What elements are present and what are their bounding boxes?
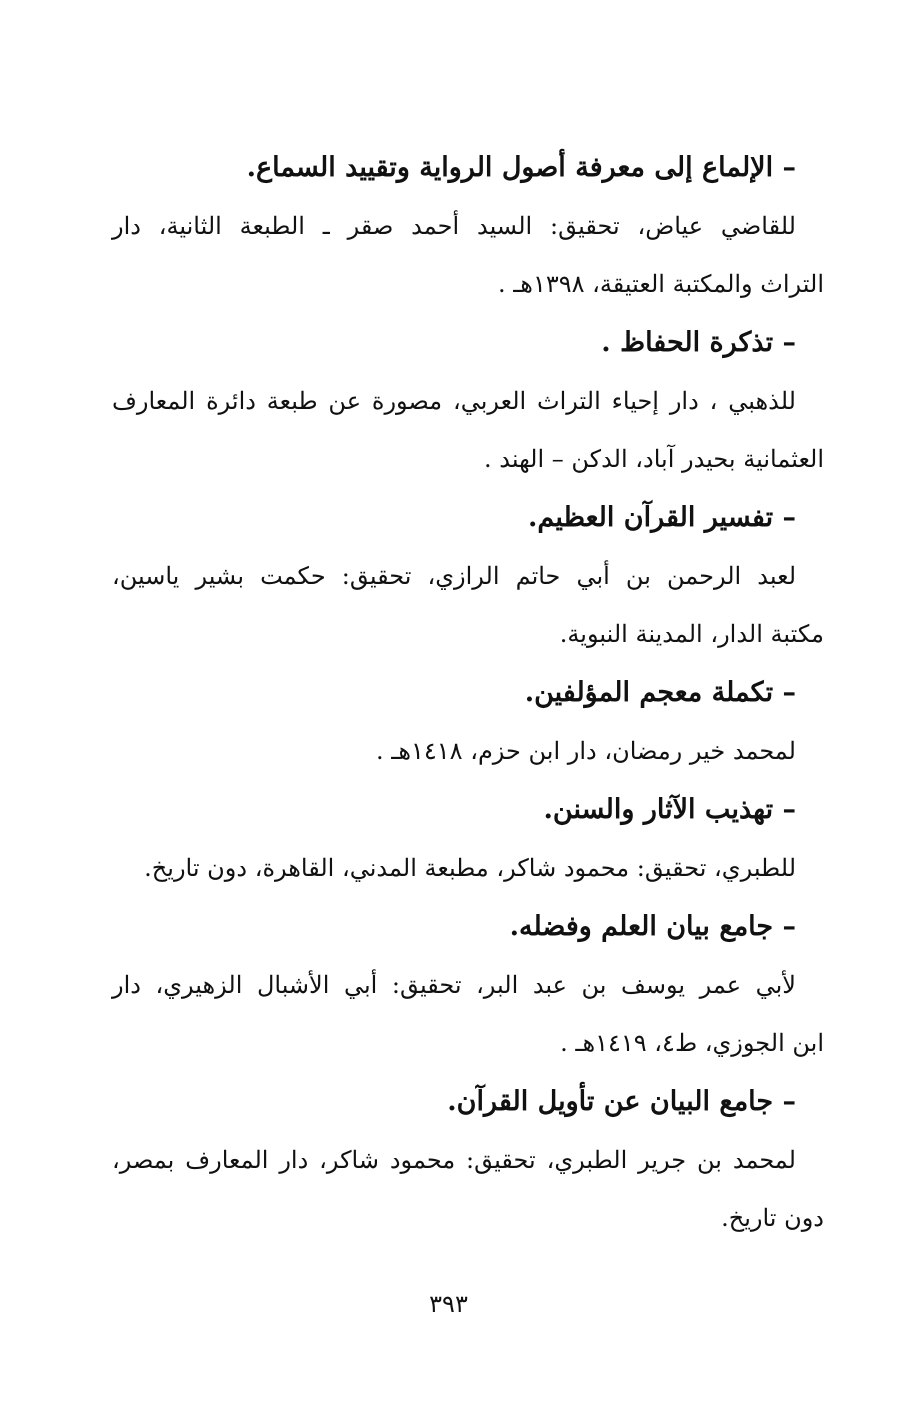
bibliography-entry — [112, 897, 824, 1072]
entry-title: – تهذيب الآثار والسنن. — [543, 794, 796, 825]
entry-line: دون تاريخ. — [721, 1204, 824, 1232]
entry-line: للذهبي ، دار إحياء التراث العربي، مصورة عن طبعة دائرة المعارف — [112, 387, 796, 415]
entry-line: لعبد الرحمن بن أبي حاتم الرازي، تحقيق: حكمت بشير ياسين، — [112, 562, 796, 590]
entry-title: – تكملة معجم المؤلفين. — [524, 677, 796, 708]
entry-title: – تفسير القرآن العظيم. — [527, 502, 796, 533]
bibliography-entry — [112, 1072, 824, 1247]
entry-line: لمحمد خير رمضان، دار ابن حزم، ١٤١٨هـ . — [376, 737, 796, 765]
entry-line: لمحمد بن جرير الطبري، تحقيق: محمود شاكر، دار المعارف بمصر، — [112, 1146, 796, 1174]
entry-title: – جامع البيان عن تأويل القرآن. — [447, 1086, 796, 1117]
entry-line: العثمانية بحيدر آباد، الدكن – الهند . — [483, 445, 824, 473]
entry-description — [112, 1131, 824, 1247]
entry-line: للقاضي عياض، تحقيق: السيد أحمد صقر ـ الطبعة الثانية، دار — [112, 212, 796, 240]
page-number: ٣٩٣ — [429, 1290, 468, 1318]
bibliography-page — [112, 138, 824, 1247]
entry-line: للطبري، تحقيق: محمود شاكر، مطبعة المدني، القاهرة، دون تاريخ. — [144, 854, 796, 882]
entry-title: – جامع بيان العلم وفضله. — [509, 911, 796, 942]
entry-line: ابن الجوزي، ط٤، ١٤١٩هـ . — [560, 1029, 824, 1057]
entry-line: التراث والمكتبة العتيقة، ١٣٩٨هـ . — [498, 270, 824, 298]
entry-description — [112, 839, 824, 897]
bibliography-entry — [112, 780, 824, 897]
bibliography-entry — [112, 488, 824, 663]
entry-description — [112, 197, 824, 313]
entry-line: لأبي عمر يوسف بن عبد البر، تحقيق: أبي الأشبال الزهيري، دار — [112, 971, 796, 999]
entry-line: مكتبة الدار، المدينة النبوية. — [559, 620, 824, 648]
bibliography-entry — [112, 138, 824, 313]
bibliography-entry — [112, 663, 824, 780]
entry-description — [112, 722, 824, 780]
entry-title: – الإلماع إلى معرفة أصول الرواية وتقييد السماع. — [246, 152, 796, 183]
entry-title: – تذكرة الحفاظ . — [601, 327, 796, 358]
bibliography-entry — [112, 313, 824, 488]
entry-description — [112, 956, 824, 1072]
entry-description — [112, 372, 824, 488]
entry-description — [112, 547, 824, 663]
